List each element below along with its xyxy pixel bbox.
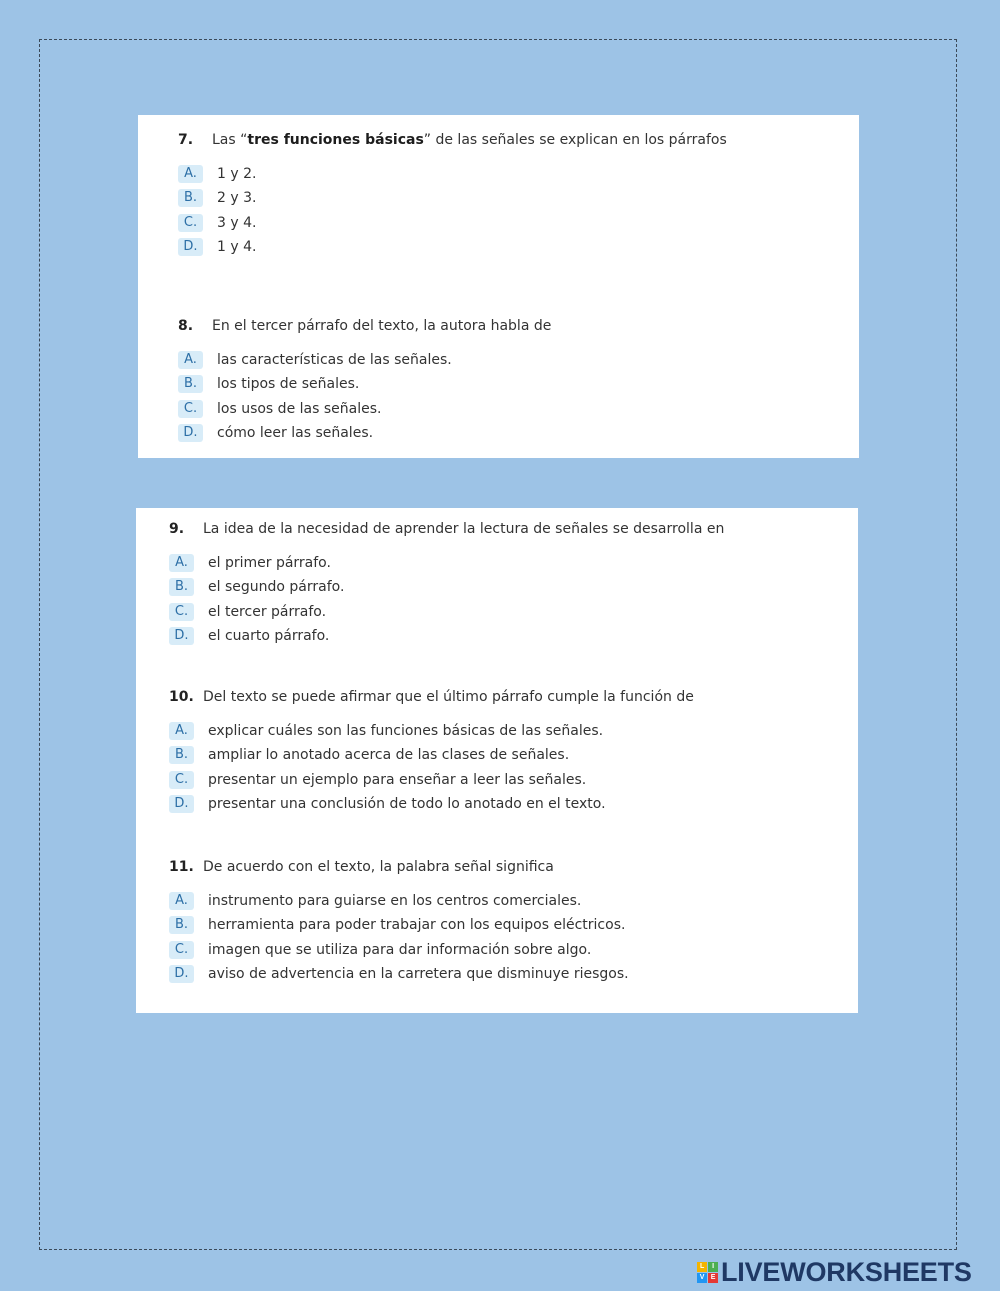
question-7 xyxy=(178,131,727,259)
option-list xyxy=(169,889,629,986)
option-c[interactable] xyxy=(169,600,724,624)
option-text: 1 y 2. xyxy=(217,166,257,183)
question-11 xyxy=(169,858,629,986)
option-d[interactable] xyxy=(178,421,551,445)
option-d[interactable] xyxy=(169,962,629,986)
option-letter[interactable]: D. xyxy=(169,627,194,645)
question-number: 7. xyxy=(178,132,194,148)
option-letter[interactable]: C. xyxy=(169,603,194,621)
option-text: instrumento para guiarse en los centros comerciales. xyxy=(208,893,582,910)
option-d[interactable] xyxy=(178,235,727,259)
option-a[interactable] xyxy=(169,719,694,743)
option-text: los usos de las señales. xyxy=(217,400,382,417)
question-10 xyxy=(169,688,694,816)
option-text: los tipos de señales. xyxy=(217,376,360,393)
option-list xyxy=(178,162,727,259)
option-letter[interactable]: D. xyxy=(169,965,194,983)
option-letter[interactable]: A. xyxy=(178,351,203,369)
question-panel-2 xyxy=(136,508,858,1013)
option-letter[interactable]: B. xyxy=(169,578,194,596)
option-text: imagen que se utiliza para dar información sobre algo. xyxy=(208,941,592,958)
option-a[interactable] xyxy=(178,162,727,186)
question-number: 9. xyxy=(169,521,185,537)
question-8 xyxy=(178,317,551,445)
option-letter[interactable]: A. xyxy=(169,554,194,572)
logo-mark-i: I xyxy=(708,1262,718,1272)
stem-bold: tres funciones básicas xyxy=(247,132,424,148)
stem-before: Las “ xyxy=(212,132,248,148)
logo-mark-v: V xyxy=(697,1273,707,1283)
option-letter[interactable]: A. xyxy=(178,165,203,183)
option-b[interactable] xyxy=(178,186,727,210)
option-c[interactable] xyxy=(169,768,694,792)
question-9 xyxy=(169,520,724,648)
option-letter[interactable]: D. xyxy=(178,238,203,256)
option-text: herramienta para poder trabajar con los equipos eléctricos. xyxy=(208,917,626,934)
option-list xyxy=(169,551,724,648)
option-letter[interactable]: A. xyxy=(169,892,194,910)
option-text: el cuarto párrafo. xyxy=(208,628,330,645)
option-b[interactable] xyxy=(178,372,551,396)
question-stem xyxy=(178,317,551,335)
question-number: 8. xyxy=(178,318,194,334)
option-text: las características de las señales. xyxy=(217,352,452,369)
option-a[interactable] xyxy=(169,889,629,913)
option-letter[interactable]: B. xyxy=(178,375,203,393)
option-d[interactable] xyxy=(169,792,694,816)
option-text: el tercer párrafo. xyxy=(208,603,327,620)
question-text: En el tercer párrafo del texto, la autora habla de xyxy=(212,318,552,334)
option-text: 1 y 4. xyxy=(217,239,257,256)
liveworksheets-logo[interactable] xyxy=(697,1257,972,1288)
option-text: presentar un ejemplo para enseñar a leer las señales. xyxy=(208,771,587,788)
question-text xyxy=(212,131,727,149)
question-text: Del texto se puede afirmar que el último párrafo cumple la función de xyxy=(203,689,694,705)
option-letter[interactable]: C. xyxy=(178,214,203,232)
option-letter[interactable]: A. xyxy=(169,722,194,740)
option-a[interactable] xyxy=(169,551,724,575)
option-text: 2 y 3. xyxy=(217,190,257,207)
option-c[interactable] xyxy=(169,938,629,962)
option-text: el primer párrafo. xyxy=(208,555,331,572)
option-c[interactable] xyxy=(178,397,551,421)
option-letter[interactable]: B. xyxy=(178,189,203,207)
question-stem xyxy=(169,858,629,876)
option-letter[interactable]: B. xyxy=(169,746,194,764)
option-letter[interactable]: C. xyxy=(178,400,203,418)
option-letter[interactable]: B. xyxy=(169,916,194,934)
option-text: cómo leer las señales. xyxy=(217,425,374,442)
option-text: el segundo párrafo. xyxy=(208,579,345,596)
logo-mark-icon xyxy=(697,1262,718,1283)
option-a[interactable] xyxy=(178,348,551,372)
option-b[interactable] xyxy=(169,743,694,767)
option-d[interactable] xyxy=(169,624,724,648)
logo-text: LIVEWORKSHEETS xyxy=(721,1257,972,1287)
option-letter[interactable]: D. xyxy=(178,424,203,442)
question-stem xyxy=(169,688,694,706)
option-b[interactable] xyxy=(169,913,629,937)
option-letter[interactable]: C. xyxy=(169,771,194,789)
question-panel-1 xyxy=(138,115,859,458)
option-letter[interactable]: C. xyxy=(169,941,194,959)
question-stem xyxy=(178,131,727,149)
question-text: La idea de la necesidad de aprender la lectura de señales se desarrolla en xyxy=(203,521,725,537)
option-letter[interactable]: D. xyxy=(169,795,194,813)
option-text: presentar una conclusión de todo lo anotado en el texto. xyxy=(208,796,606,813)
question-number: 10. xyxy=(169,689,194,705)
logo-mark-l: L xyxy=(697,1262,707,1272)
question-number: 11. xyxy=(169,859,194,875)
option-text: explicar cuáles son las funciones básicas de las señales. xyxy=(208,723,604,740)
logo-mark-e: E xyxy=(708,1273,718,1283)
option-list xyxy=(178,348,551,445)
option-text: 3 y 4. xyxy=(217,214,257,231)
option-text: ampliar lo anotado acerca de las clases de señales. xyxy=(208,747,570,764)
option-text: aviso de advertencia en la carretera que disminuye riesgos. xyxy=(208,966,629,983)
option-b[interactable] xyxy=(169,575,724,599)
option-list xyxy=(169,719,694,816)
option-c[interactable] xyxy=(178,211,727,235)
question-stem xyxy=(169,520,724,538)
stem-after: ” de las señales se explican en los párrafos xyxy=(423,132,727,148)
question-text: De acuerdo con el texto, la palabra señal significa xyxy=(203,859,554,875)
